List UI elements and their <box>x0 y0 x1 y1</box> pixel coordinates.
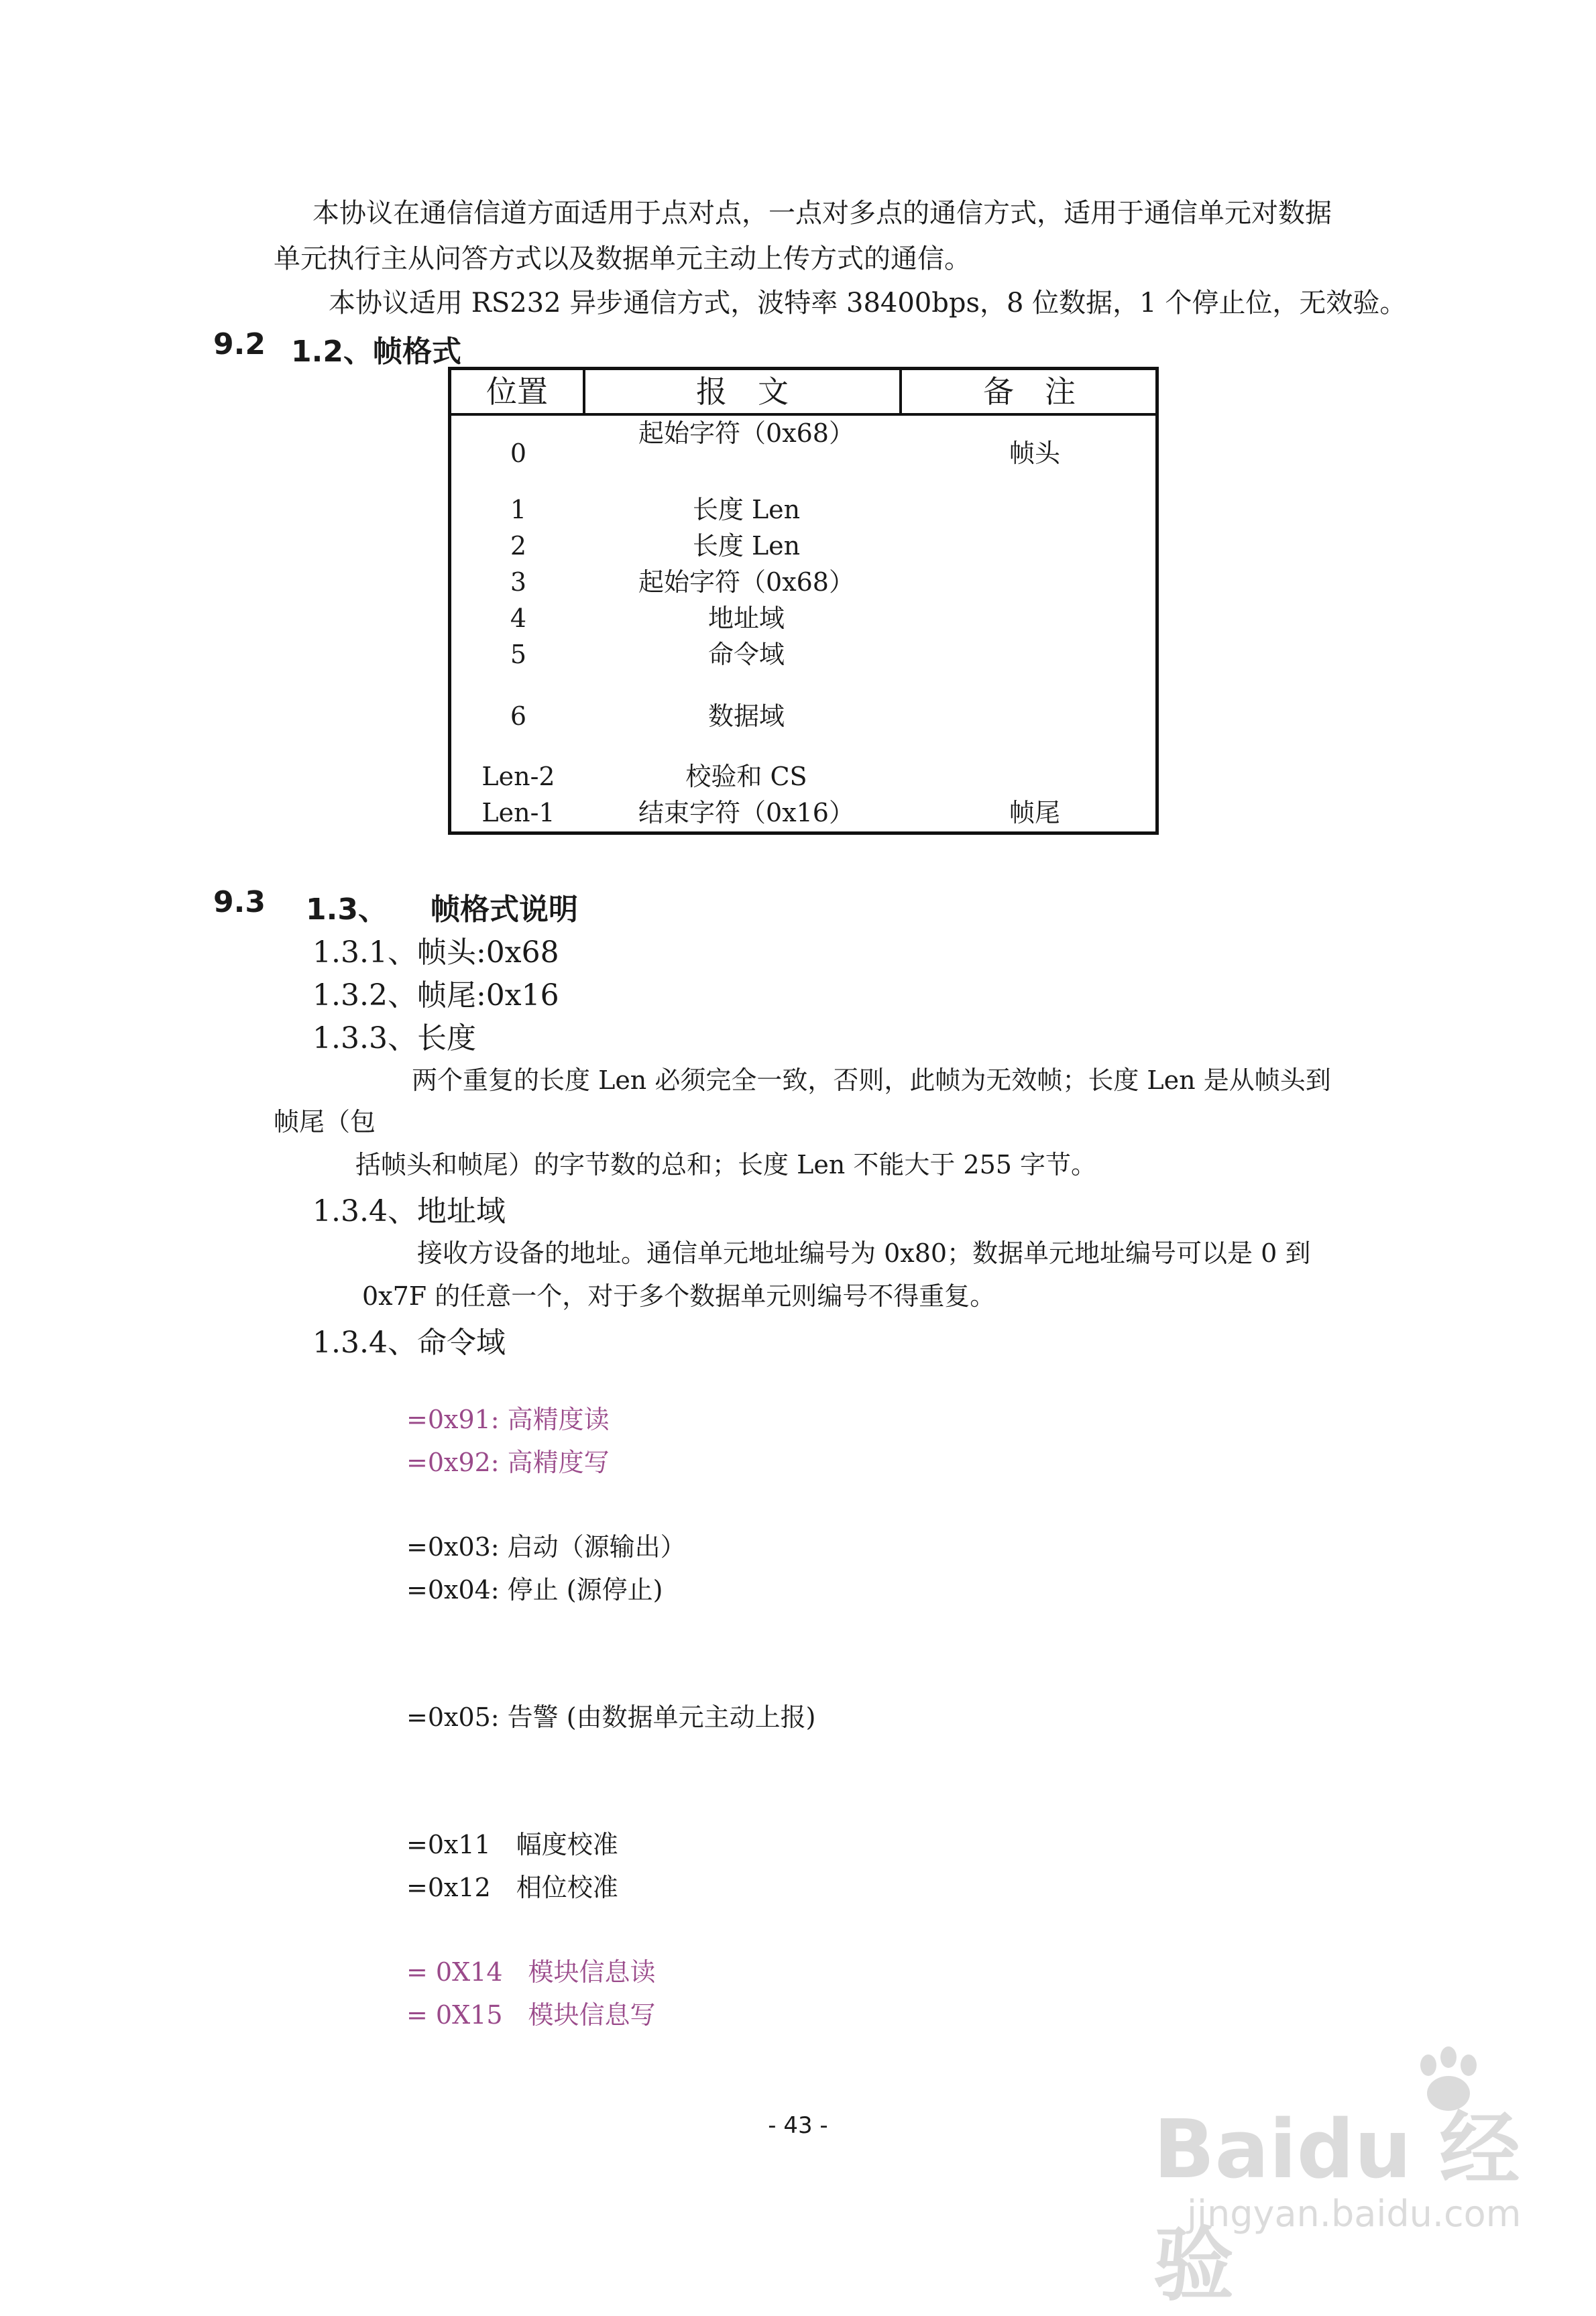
address-desc-2: 0x7F 的任意一个，对于多个数据单元则编号不得重复。 <box>362 1281 996 1311</box>
cmd-0x12: =0x12 相位校准 <box>406 1873 618 1902</box>
item-frame-tail: 1.3.2、帧尾:0x16 <box>312 978 559 1012</box>
row-8-message: 结束字符（0x16） <box>638 798 854 827</box>
row-4-position: 4 <box>510 603 527 633</box>
row-6-message: 数据域 <box>707 701 785 731</box>
section-93-number: 9.3 <box>213 885 266 919</box>
section-93-title: 帧格式说明 <box>431 892 578 927</box>
cmd-0x15: = 0X15 模块信息写 <box>406 2000 656 2030</box>
row-7-position: Len-2 <box>481 762 555 791</box>
cmd-0x92: =0x92: 高精度写 <box>406 1448 610 1477</box>
cmd-0x11: =0x11 幅度校准 <box>406 1830 618 1859</box>
row-1-message: 长度 Len <box>692 495 801 524</box>
watermark-logo: Baidu 经验 <box>1153 2103 1520 2312</box>
row-8-note: 帧尾 <box>1009 798 1060 827</box>
section-92-number: 9.2 <box>213 327 266 361</box>
cmd-0x03: =0x03: 启动（源输出） <box>406 1532 686 1562</box>
intro-line-2: 单元执行主从问答方式以及数据单元主动上传方式的通信。 <box>274 243 971 274</box>
baidu-watermark <box>1127 2065 1529 2312</box>
row-6-position: 6 <box>510 701 527 731</box>
page-number: - 43 - <box>768 2112 828 2139</box>
watermark-url: jingyan.baidu.com <box>1187 2193 1522 2235</box>
intro-line-1: 本协议在通信信道方面适用于点对点，一点对多点的通信方式，适用于通信单元对数据 <box>312 198 1332 229</box>
length-desc-2: 帧尾（包 <box>274 1107 376 1137</box>
row-2-position: 2 <box>510 531 527 561</box>
row-2-message: 长度 Len <box>692 531 801 561</box>
cmd-0x05: =0x05: 告警 (由数据单元主动上报) <box>406 1702 816 1732</box>
row-5-position: 5 <box>510 640 527 669</box>
row-1-position: 1 <box>510 495 527 524</box>
header-message: 报 文 <box>696 373 789 410</box>
row-0-note: 帧头 <box>1009 439 1060 468</box>
item-frame-head: 1.3.1、帧头:0x68 <box>312 935 559 970</box>
row-0-message: 起始字符（0x68） <box>638 418 854 448</box>
row-3-message: 起始字符（0x68） <box>638 567 854 597</box>
intro-line-3: 本协议适用 RS232 异步通信方式，波特率 38400bps，8 位数据，1 个停止位，无效验。 <box>329 288 1407 319</box>
item-address: 1.3.4、地址域 <box>312 1194 506 1228</box>
length-desc-1: 两个重复的长度 Len 必须完全一致，否则，此帧为无效帧；长度 Len 是从帧头到 <box>412 1065 1331 1095</box>
row-0-position: 0 <box>510 439 527 468</box>
section-92-title: 1.2、帧格式 <box>291 335 461 369</box>
cmd-0x91: =0x91: 高精度读 <box>406 1405 610 1434</box>
header-note: 备 注 <box>983 373 1076 410</box>
row-8-position: Len-1 <box>481 798 555 827</box>
length-desc-3: 括帧头和帧尾）的字节数的总和；长度 Len 不能大于 255 字节。 <box>355 1150 1097 1179</box>
item-length: 1.3.3、长度 <box>312 1021 476 1055</box>
header-position: 位置 <box>486 373 548 410</box>
row-4-message: 地址域 <box>707 603 785 633</box>
cmd-0x04: =0x04: 停止 (源停止) <box>406 1575 663 1605</box>
frame-format-table <box>448 367 1159 835</box>
section-93-sub: 1.3、 <box>306 892 388 927</box>
row-7-message: 校验和 CS <box>685 762 807 791</box>
address-desc-1: 接收方设备的地址。通信单元地址编号为 0x80；数据单元地址编号可以是 0 到 <box>417 1238 1311 1268</box>
row-3-position: 3 <box>510 567 527 597</box>
cmd-0x14: = 0X14 模块信息读 <box>406 1957 656 1987</box>
table-header-line <box>451 413 1155 416</box>
item-command: 1.3.4、命令域 <box>312 1326 506 1360</box>
row-5-message: 命令域 <box>707 640 785 669</box>
